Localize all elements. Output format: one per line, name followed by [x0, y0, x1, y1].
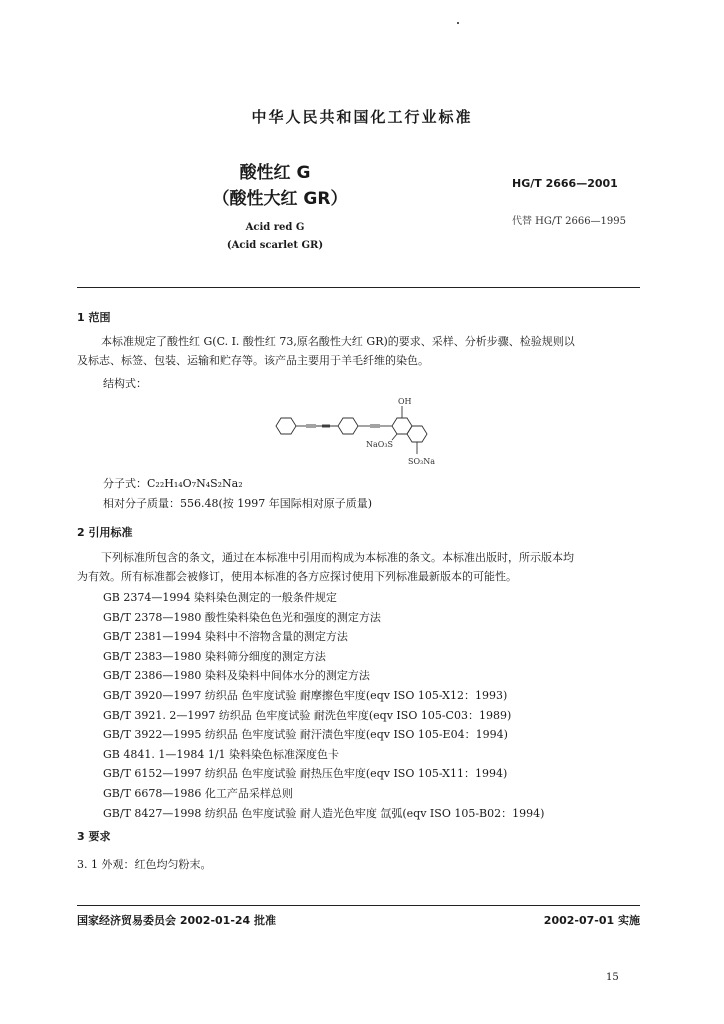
- structure-label: 结构式：: [103, 377, 147, 390]
- section-1-line-1: 本标准规定了酸性红 G(C. I. 酸性红 73,原名酸性大红 GR)的要求、采样、分析步骤、检验规则以: [101, 335, 575, 348]
- reference-item: GB/T 6152—1997 纺织品 色牢度试验 耐热压色牢度(eqv ISO 105-X11：1994): [103, 767, 508, 781]
- reference-item: GB/T 2383—1980 染料筛分细度的测定方法: [103, 649, 326, 663]
- section-2-line-2: 为有效。所有标准都会被修订，使用本标准的各方应探讨使用下列标准最新版本的可能性。: [77, 570, 517, 583]
- reference-item: GB/T 2378—1980 酸性染料染色色光和强度的测定方法: [103, 610, 381, 624]
- section-1-heading: 1 范围: [77, 311, 111, 324]
- approval-date: 国家经济贸易委员会 2002-01-24 批准: [77, 914, 277, 927]
- reference-item: GB/T 8427—1998 纺织品 色牢度试验 耐人造光色牢度 氙弧(eqv ISO 105-B02：1994): [103, 806, 545, 820]
- section-3-heading: 3 要求: [77, 830, 111, 843]
- structural-formula: [270, 392, 470, 472]
- reference-item: GB/T 6678—1986 化工产品采样总则: [103, 786, 293, 800]
- reference-item: GB/T 3922—1995 纺织品 色牢度试验 耐汗渍色牢度(eqv ISO 105-E04：1994): [103, 728, 508, 742]
- page-number: 15: [606, 972, 619, 983]
- title-cn-alt: （酸性大红 GR）: [212, 189, 348, 209]
- section-2-line-1: 下列标准所包含的条文，通过在本标准中引用而构成为本标准的条文。本标准出版时，所示版本均: [101, 551, 574, 564]
- section-1-line-2: 及标志、标签、包装、运输和贮存等。该产品主要用于羊毛纤维的染色。: [77, 354, 429, 367]
- section-2-paragraph: [77, 548, 640, 586]
- section-2-heading: 2 引用标准: [77, 526, 133, 539]
- so3na-label: SO₃Na: [408, 457, 436, 466]
- title-en: Acid red G: [245, 222, 305, 233]
- effective-date: 2002-07-01 实施: [543, 914, 640, 927]
- reference-item: GB/T 3920—1997 纺织品 色牢度试验 耐摩擦色牢度(eqv ISO 105-X12：1993): [103, 688, 508, 702]
- benzene-ring: [276, 418, 296, 434]
- reference-item: GB/T 3921. 2—1997 纺织品 色牢度试验 耐洗色牢度(eqv ISO 105-C03：1989): [103, 708, 512, 722]
- benzene-ring: [338, 418, 358, 434]
- naphthalene-ring-b: [407, 426, 427, 442]
- molecular-formula: 分子式：C₂₂H₁₄O₇N₄S₂Na₂: [103, 477, 243, 490]
- naso3-label: NaO₃S: [366, 440, 394, 449]
- standard-code: HG/T 2666—2001: [512, 177, 618, 190]
- reference-list: [103, 588, 544, 823]
- footer-rule: [77, 905, 640, 906]
- reference-item: GB 4841. 1—1984 1/1 染料染色标准深度色卡: [103, 747, 340, 761]
- org-title: 中华人民共和国化工行业标准: [251, 108, 473, 126]
- item-3-1: 3. 1 外观：红色均匀粉末。: [77, 858, 212, 871]
- reference-item: GB/T 2381—1994 染料中不溶物含量的测定方法: [103, 630, 348, 644]
- molecular-mass: 相对分子质量：556.48(按 1997 年国际相对原子质量): [103, 497, 373, 510]
- header-rule: [77, 287, 640, 288]
- oh-label: OH: [398, 397, 412, 406]
- replaces-note: 代替 HG/T 2666—1995: [512, 216, 627, 227]
- reference-item: GB 2374—1994 染料染色测定的一般条件规定: [103, 591, 337, 604]
- reference-item: GB/T 2386—1980 染料及染料中间体水分的测定方法: [103, 669, 370, 683]
- title-en-alt: (Acid scarlet GR): [226, 240, 324, 251]
- scan-speck: [457, 22, 459, 24]
- title-cn: 酸性红 G: [239, 163, 311, 183]
- section-1-paragraph: [77, 332, 640, 370]
